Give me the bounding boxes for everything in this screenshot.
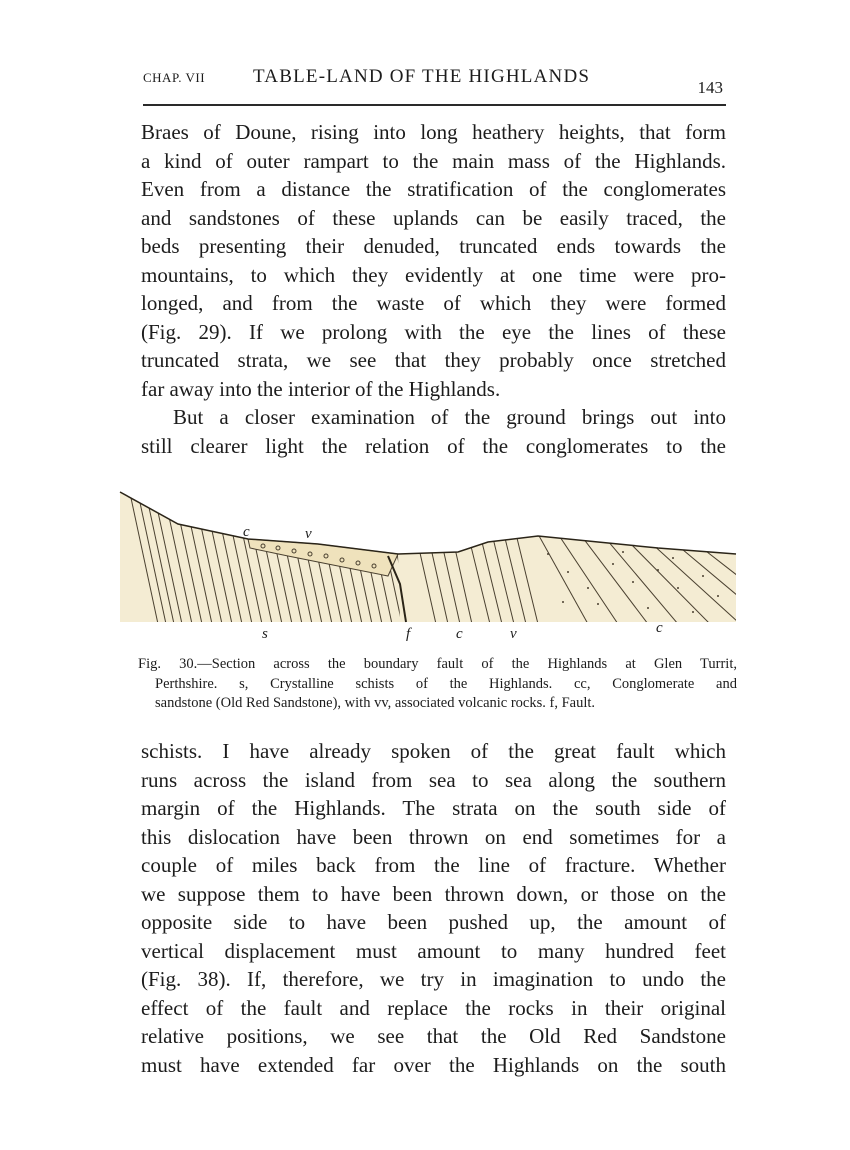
text-line: relative positions, we see that the Old Red Sandstone — [141, 1024, 726, 1048]
header-rule — [143, 104, 726, 106]
figure-label-c-top: c — [243, 524, 250, 540]
caption-line: Fig. 30.—Section across the boundary fault of the Highlands at Glen Turrit, — [138, 656, 737, 672]
text-line: Even from a distance the stratification of the conglomerates — [141, 177, 726, 201]
text-line: and sandstones of these uplands can be easily traced, the — [141, 205, 726, 230]
text-line: longed, and from the waste of which they were formed — [141, 291, 726, 315]
text-line: beds presenting their denuded, truncated ends towards the — [141, 234, 726, 258]
body-text-bottom — [141, 737, 726, 1079]
text-line: far away into the interior of the Highlands. — [141, 376, 501, 401]
text-line: we suppose them to have been thrown down, or those on the — [141, 881, 726, 906]
body-text-top — [141, 118, 726, 460]
figure-label-c: c — [456, 626, 463, 642]
caption-line: Perthshire. s, Crystalline schists of the Highlands. cc, Conglomerate and — [155, 675, 737, 692]
text-line: schists. I have already spoken of the great fault which — [141, 739, 726, 763]
text-line: truncated strata, we see that they probably once stretched — [141, 348, 726, 372]
text-line: runs across the island from sea to sea along the southern — [141, 767, 726, 792]
text-line: couple of miles back from the line of fracture. Whether — [141, 853, 726, 877]
geological-section-figure — [118, 484, 738, 644]
text-line: this dislocation have been thrown on end sometimes for a — [141, 824, 726, 849]
text-line: margin of the Highlands. The strata on the south side of — [141, 796, 726, 820]
chapter-label: CHAP. VII — [143, 70, 206, 85]
page-number: 143 — [697, 78, 723, 97]
text-line: effect of the fault and replace the rocks in their original — [141, 995, 726, 1020]
text-line: a kind of outer rampart to the main mass of the Highlands. — [141, 148, 726, 173]
text-line: Braes of Doune, rising into long heathery heights, that form — [141, 120, 726, 144]
text-line: must have extended far over the Highlands on the south — [141, 1052, 726, 1077]
text-line: (Fig. 38). If, therefore, we try in imagination to undo the — [141, 967, 726, 991]
figure-label-c-right: c — [656, 620, 663, 636]
text-line: still clearer light the relation of the conglomerates to the — [141, 433, 726, 458]
figure-caption — [138, 655, 737, 714]
figure-label-v-top: v — [305, 526, 312, 542]
figure-label-s: s — [262, 626, 268, 642]
figure-label-v: v — [510, 626, 517, 642]
text-line: vertical displacement must amount to many hundred feet — [141, 938, 726, 963]
text-line: (Fig. 29). If we prolong with the eye the lines of these — [141, 319, 726, 344]
text-line: mountains, to which they evidently at one time were pro- — [141, 262, 726, 287]
text-line: opposite side to have been pushed up, the amount of — [141, 910, 726, 934]
running-header — [143, 66, 723, 96]
figure-label-f: f — [406, 626, 411, 642]
running-title: TABLE-LAND OF THE HIGHLANDS — [253, 66, 591, 87]
caption-line: sandstone (Old Red Sandstone), with vv, associated volcanic rocks. f, Fault. — [155, 695, 596, 711]
section-drawing — [118, 484, 738, 644]
text-line: But a closer examination of the ground brings out into — [173, 405, 726, 429]
